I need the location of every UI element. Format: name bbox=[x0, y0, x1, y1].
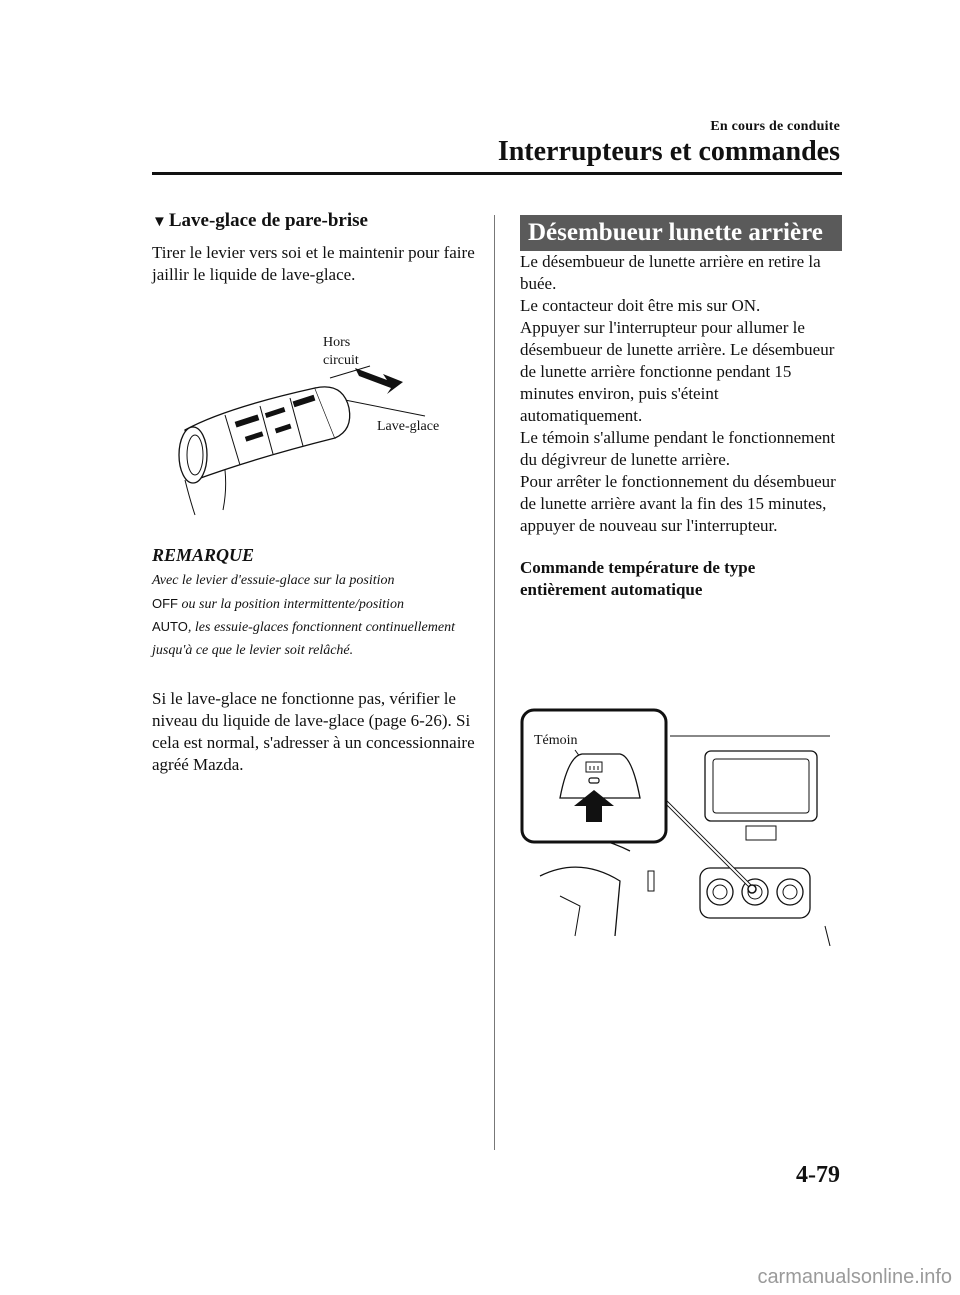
indicator-label: Témoin bbox=[534, 733, 578, 748]
remark-text bbox=[152, 570, 472, 662]
column-divider bbox=[494, 215, 495, 1150]
label-washer: Lave-glace bbox=[377, 419, 440, 434]
temp-knob-right[interactable] bbox=[777, 879, 803, 905]
label-off-line1: Hors bbox=[323, 335, 351, 350]
remark-part1: Avec le levier d'essuie-glace sur la position bbox=[152, 573, 395, 588]
section-heading-text: Lave-glace de pare-brise bbox=[168, 210, 368, 231]
section-label: En cours de conduite bbox=[710, 119, 840, 134]
remark-part2: ou sur la position intermittente/position bbox=[178, 596, 404, 612]
watermark: carmanualsonline.info bbox=[757, 1266, 952, 1288]
left-column bbox=[152, 210, 482, 286]
auto-code: AUTO bbox=[152, 619, 188, 634]
remark-part3: , les essuie-glaces fonctionnent continuellement jusqu'à ce que le levier soit relâché. bbox=[152, 620, 455, 658]
header-rule bbox=[152, 172, 842, 175]
off-code: OFF bbox=[152, 595, 178, 611]
temp-knob-left[interactable] bbox=[707, 879, 733, 905]
defroster-banner: Désembueur lunette arrière bbox=[520, 215, 842, 251]
dashboard-figure bbox=[520, 706, 840, 946]
defroster-p3: Appuyer sur l'interrupteur pour allumer le désembueur de lunette arrière. Le désembueur de lunette arrière fonctionne pendant 15 minutes environ, puis s'éteint automatiquement. bbox=[520, 318, 835, 425]
defroster-p1: Le désembueur de lunette arrière en retire la buée. bbox=[520, 252, 821, 293]
remark-heading: REMARQUE bbox=[152, 545, 255, 565]
washer-check-paragraph bbox=[152, 688, 482, 776]
label-off-line2: circuit bbox=[323, 353, 359, 368]
wiper-lever-figure bbox=[165, 330, 465, 530]
defroster-p3b: Le témoin s'allume pendant le fonctionnement du dégivreur de lunette arrière. bbox=[520, 428, 836, 469]
right-column bbox=[520, 215, 842, 601]
defroster-p2: Le contacteur doit être mis sur ON. bbox=[520, 296, 761, 315]
triangle-marker-icon: ▼ bbox=[152, 214, 167, 230]
washer-intro: Tirer le levier vers soi et le maintenir pour faire jaillir le liquide de lave-glace. bbox=[152, 243, 475, 284]
page-number: 4-79 bbox=[796, 1162, 840, 1188]
auto-climate-subhead: Commande température de type entièrement automatique bbox=[520, 558, 756, 599]
pull-arrow-icon bbox=[355, 368, 403, 394]
section-heading-washer bbox=[152, 210, 482, 232]
defroster-p4: Pour arrêter le fonctionnement du désembueur de lunette arrière avant la fin des 15 minutes, appuyer de nouveau sur l'interrupteur. bbox=[520, 472, 836, 535]
page-title: Interrupteurs et commandes bbox=[497, 136, 840, 167]
defrost-button[interactable] bbox=[560, 754, 640, 798]
washer-check-text: Si le lave-glace ne fonctionne pas, vérifier le niveau du liquide de lave-glace (page 6-26). Si cela est normal, s'adresser à un concessionnaire agréé Mazda. bbox=[152, 689, 475, 774]
